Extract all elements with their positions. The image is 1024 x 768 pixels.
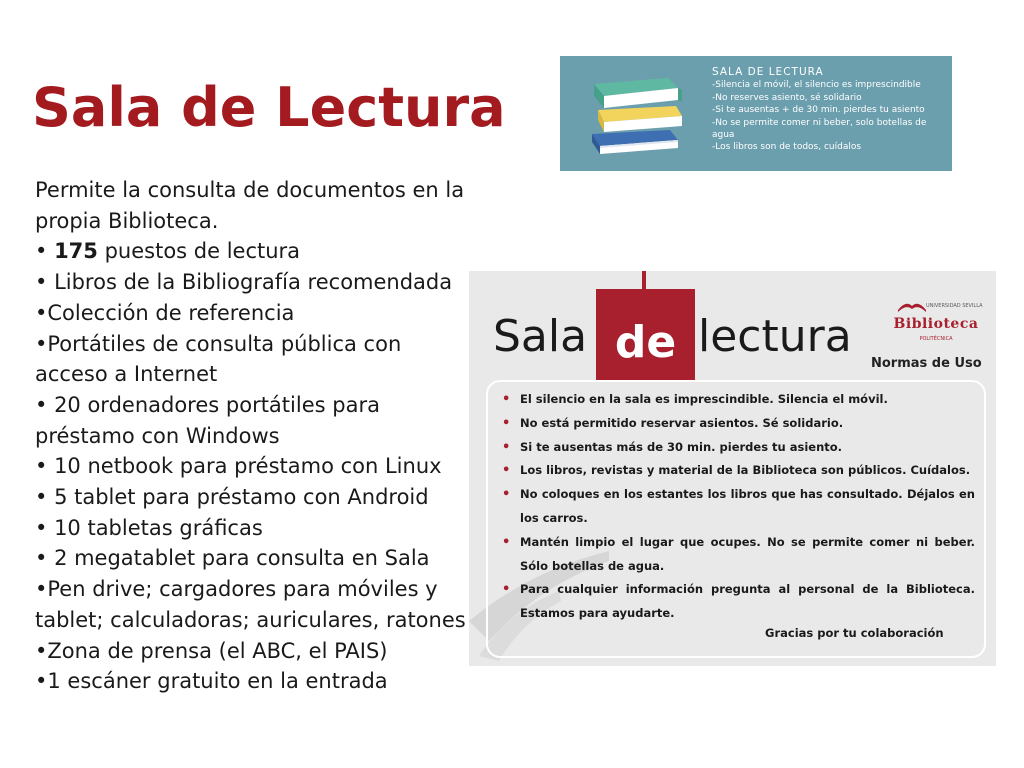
bullet: •: [35, 638, 48, 663]
banner-text: [712, 66, 948, 154]
poster-rule: • Mantén limpio el lugar que ocupes. No se permite comer ni beber. Sólo botellas de agua.: [497, 531, 975, 579]
rules-banner: [560, 56, 952, 171]
feature-text: Zona de prensa (el ABC, el PAIS): [47, 638, 388, 663]
intro-text: Permite la consulta de documentos en la propia Biblioteca.: [35, 178, 465, 233]
banner-title: SALA DE LECTURA: [712, 66, 824, 78]
feature-text: 20 ordenadores portátiles para préstamo con Windows: [35, 392, 380, 448]
bullet: •: [35, 546, 55, 571]
poster-rules-list: [497, 388, 975, 626]
feature-item: [35, 636, 475, 667]
feature-text: Pen drive; cargadores para móviles y tablet; calculadoras; auriculares, ratones: [35, 577, 466, 632]
poster-rule: • No está permitido reservar asientos. Sé solidario.: [497, 412, 975, 436]
feature-text: Portátiles de consulta pública con acceso a Internet: [35, 331, 402, 387]
feature-text: Colección de referencia: [47, 300, 295, 325]
open-book-icon: [896, 296, 928, 316]
feature-item: [35, 482, 475, 513]
banner-rule: -No reserves asiento, sé solidario: [712, 92, 862, 103]
features-list: [35, 175, 475, 697]
bullet: •: [35, 270, 55, 295]
poster-rule: • Los libros, revistas y material de la Biblioteca son públicos. Cuídalos.: [497, 459, 975, 483]
logo-name: Biblioteca: [893, 316, 979, 332]
feature-item: [35, 666, 475, 697]
feature-item: [35, 390, 475, 451]
biblioteca-logo: [888, 296, 984, 344]
bullet: •: [35, 300, 48, 325]
feature-text: Libros de la Bibliografía recomendada: [54, 270, 453, 295]
banner-rule: -Silencia el móvil, el silencio es imprescindible: [712, 80, 921, 91]
slide-title: Sala de Lectura: [32, 76, 506, 139]
feature-text: 5 tablet para préstamo con Android: [54, 485, 429, 510]
feature-item: [35, 543, 475, 574]
feature-text: puestos de lectura: [97, 239, 301, 264]
poster-rule: • El silencio en la sala es imprescindible. Silencia el móvil.: [497, 388, 975, 412]
books-stack-icon: [582, 70, 692, 158]
feature-text: 10 tabletas gráficas: [54, 515, 263, 540]
poster-de-tag: [596, 289, 695, 381]
bullet: •: [35, 577, 48, 602]
feature-item: [35, 267, 475, 298]
feature-text: 2 megatablet para consulta en Sala: [54, 546, 430, 571]
feature-item: [35, 513, 475, 544]
logo-sub: POLITÉCNICA: [919, 336, 953, 342]
poster-rule: • Para cualquier información pregunta al personal de la Biblioteca. Estamos para ayudarte.: [497, 578, 975, 626]
feature-item: [35, 298, 475, 329]
bullet: •: [35, 239, 55, 264]
feature-item: [35, 451, 475, 482]
normas-heading: Normas de Uso: [871, 356, 982, 371]
banner-rule: -No se permite comer ni beber, solo botellas de agua: [712, 117, 927, 141]
banner-rule: -Si te ausentas + de 30 min. pierdes tu asiento: [712, 105, 925, 116]
bullet: •: [35, 669, 48, 694]
feature-item: [35, 574, 475, 635]
feature-text: 10 netbook para préstamo con Linux: [54, 454, 442, 479]
logo-university: UNIVERSIDAD SEVILLA: [926, 303, 983, 309]
poster-rule: • No coloques en los estantes los libros que has consultado. Déjalos en los carros.: [497, 483, 975, 531]
bullet: •: [35, 454, 55, 479]
bullet: •: [35, 515, 55, 540]
gracias-text: Gracias por tu colaboración: [765, 626, 944, 640]
feature-item: [35, 329, 475, 390]
poster-de: de: [614, 317, 677, 368]
banner-rule: -Los libros son de todos, cuídalos: [712, 142, 862, 153]
poster-rule: • Si te ausentas más de 30 min. pierdes tu asiento.: [497, 436, 975, 460]
feature-count: 175: [54, 239, 98, 264]
feature-text: 1 escáner gratuito en la entrada: [47, 669, 388, 694]
bullet: •: [35, 485, 55, 510]
poster-sala: Sala: [493, 311, 588, 362]
bullet: •: [35, 331, 48, 356]
tag-stem: [642, 271, 646, 291]
rules-poster: [469, 271, 996, 666]
poster-lectura: lectura: [698, 311, 852, 362]
feature-item: [35, 236, 475, 267]
bullet: •: [35, 392, 55, 417]
